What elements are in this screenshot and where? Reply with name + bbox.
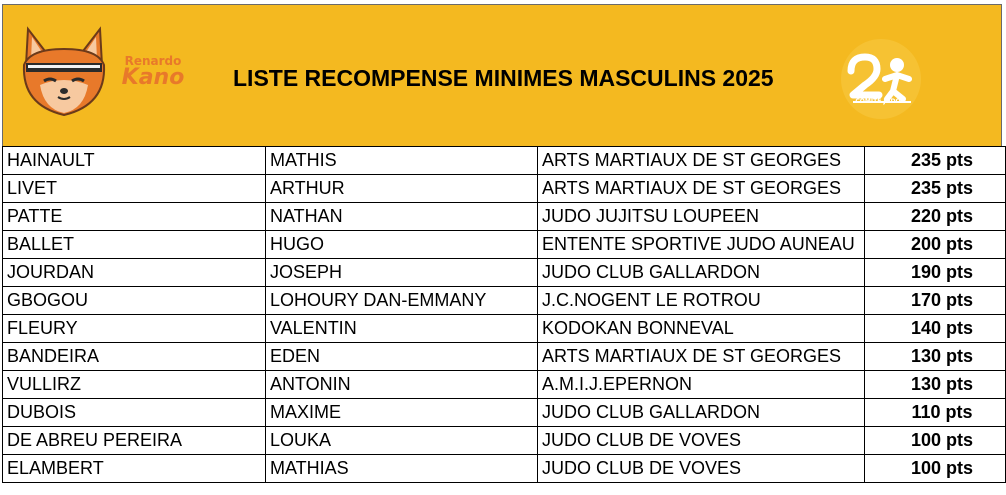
cell-points: 100 pts xyxy=(865,455,1006,483)
cell-nom: ELAMBERT xyxy=(3,455,266,483)
cell-prenom: ARTHUR xyxy=(266,175,538,203)
cell-points: 190 pts xyxy=(865,259,1006,287)
cell-club: A.M.I.J.EPERNON xyxy=(538,371,865,399)
fox-mascot-icon xyxy=(18,25,110,121)
cell-prenom: JOSEPH xyxy=(266,259,538,287)
cell-points: 235 pts xyxy=(865,147,1006,175)
cell-prenom: MATHIS xyxy=(266,147,538,175)
brand-line1: Renardo xyxy=(124,54,182,68)
cell-club: KODOKAN BONNEVAL xyxy=(538,315,865,343)
cell-club: JUDO CLUB GALLARDON xyxy=(538,259,865,287)
cell-points: 200 pts xyxy=(865,231,1006,259)
cell-club: JUDO CLUB GALLARDON xyxy=(538,399,865,427)
cell-club: JUDO CLUB DE VOVES xyxy=(538,427,865,455)
cell-prenom: ANTONIN xyxy=(266,371,538,399)
table-row xyxy=(3,371,1006,399)
table-row xyxy=(3,315,1006,343)
cell-prenom: LOHOURY DAN-EMMANY xyxy=(266,287,538,315)
cell-club: JUDO CLUB DE VOVES xyxy=(538,455,865,483)
cell-prenom: LOUKA xyxy=(266,427,538,455)
header-banner xyxy=(2,4,1002,146)
cell-club: ENTENTE SPORTIVE JUDO AUNEAU xyxy=(538,231,865,259)
cell-points: 170 pts xyxy=(865,287,1006,315)
comite-judo-28-logo-icon xyxy=(833,35,933,119)
cell-nom: DUBOIS xyxy=(3,399,266,427)
cell-prenom: MATHIAS xyxy=(266,455,538,483)
table-row xyxy=(3,343,1006,371)
cell-nom: PATTE xyxy=(3,203,266,231)
cell-nom: DE ABREU PEREIRA xyxy=(3,427,266,455)
table-row xyxy=(3,427,1006,455)
cell-nom: BALLET xyxy=(3,231,266,259)
results-table xyxy=(2,146,1006,483)
cell-prenom: NATHAN xyxy=(266,203,538,231)
cell-points: 220 pts xyxy=(865,203,1006,231)
cell-points: 130 pts xyxy=(865,343,1006,371)
cell-nom: HAINAULT xyxy=(3,147,266,175)
cell-club: ARTS MARTIAUX DE ST GEORGES xyxy=(538,175,865,203)
cell-prenom: VALENTIN xyxy=(266,315,538,343)
cell-points: 130 pts xyxy=(865,371,1006,399)
cell-prenom: HUGO xyxy=(266,231,538,259)
logo-caption: COMITE JUDO xyxy=(855,98,901,105)
table-row xyxy=(3,259,1006,287)
cell-nom: LIVET xyxy=(3,175,266,203)
cell-points: 100 pts xyxy=(865,427,1006,455)
table-row xyxy=(3,203,1006,231)
table-row xyxy=(3,231,1006,259)
cell-club: ARTS MARTIAUX DE ST GEORGES xyxy=(538,147,865,175)
cell-prenom: MAXIME xyxy=(266,399,538,427)
cell-points: 140 pts xyxy=(865,315,1006,343)
cell-club: J.C.NOGENT LE ROTROU xyxy=(538,287,865,315)
results-table-body xyxy=(3,147,1006,483)
brand-line2: Kano xyxy=(121,65,185,90)
cell-nom: VULLIRZ xyxy=(3,371,266,399)
cell-points: 110 pts xyxy=(865,399,1006,427)
brand-logo xyxy=(113,55,193,89)
table-row xyxy=(3,455,1006,483)
cell-points: 235 pts xyxy=(865,175,1006,203)
table-row xyxy=(3,399,1006,427)
table-row xyxy=(3,175,1006,203)
table-row xyxy=(3,147,1006,175)
cell-prenom: EDEN xyxy=(266,343,538,371)
cell-club: ARTS MARTIAUX DE ST GEORGES xyxy=(538,343,865,371)
cell-nom: BANDEIRA xyxy=(3,343,266,371)
cell-club: JUDO JUJITSU LOUPEEN xyxy=(538,203,865,231)
cell-nom: JOURDAN xyxy=(3,259,266,287)
page-title: LISTE RECOMPENSE MINIMES MASCULINS 2025 xyxy=(233,65,774,91)
cell-nom: GBOGOU xyxy=(3,287,266,315)
table-row xyxy=(3,287,1006,315)
cell-nom: FLEURY xyxy=(3,315,266,343)
